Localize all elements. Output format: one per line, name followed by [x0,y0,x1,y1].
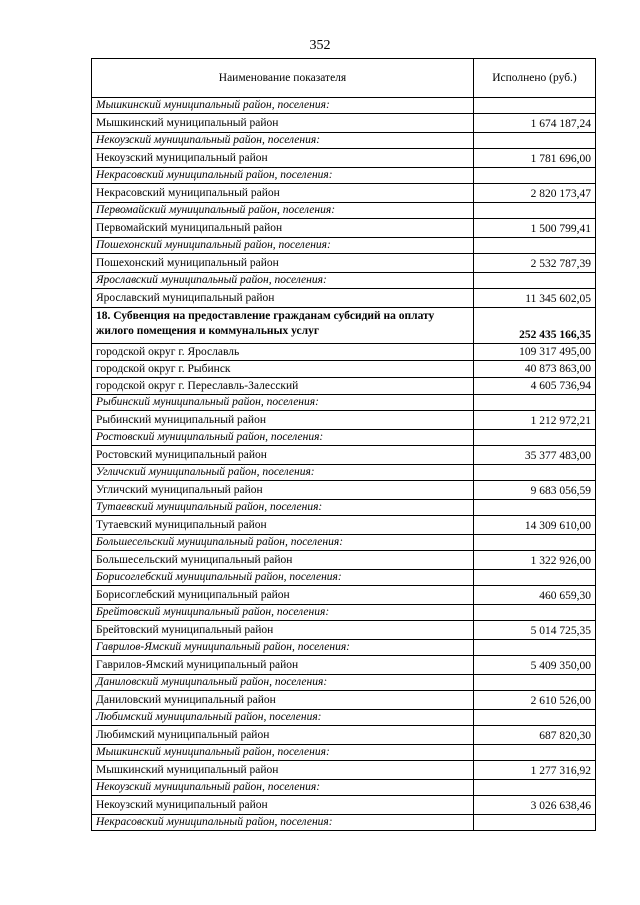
row-value-cell: 3 026 638,46 [474,796,596,815]
row-value-cell [474,430,596,446]
row-name-cell: Мышкинский муниципальный район [92,114,474,133]
row-name-cell: Рыбинский муниципальный район, поселения: [92,395,474,411]
table-row [92,586,596,605]
row-value-cell [474,98,596,114]
table-row [92,361,596,378]
row-name-cell: Брейтовский муниципальный район [92,621,474,640]
row-name-cell: Любимский муниципальный район [92,726,474,745]
row-value-cell: 9 683 056,59 [474,481,596,500]
report-table [91,58,596,831]
table-row [92,780,596,796]
row-name-cell: Пошехонский муниципальный район, поселения: [92,238,474,254]
row-value-cell [474,710,596,726]
table-row [92,308,596,344]
table-row [92,605,596,621]
row-value-cell [474,570,596,586]
table-row [92,481,596,500]
row-name-cell: Большесельский муниципальный район, поселения: [92,535,474,551]
table-row [92,465,596,481]
table-row [92,621,596,640]
row-value-cell: 252 435 166,35 [474,308,596,344]
row-name-cell: Некоузский муниципальный район, поселения: [92,780,474,796]
table-row [92,344,596,361]
row-value-cell: 460 659,30 [474,586,596,605]
row-value-cell: 1 212 972,21 [474,411,596,430]
row-value-cell [474,640,596,656]
row-value-cell [474,395,596,411]
table-row [92,254,596,273]
row-name-cell: Некрасовский муниципальный район, поселения: [92,168,474,184]
table-row [92,395,596,411]
table-header-row [92,59,596,98]
row-name-cell: Гаврилов-Ямский муниципальный район, поселения: [92,640,474,656]
row-value-cell: 40 873 863,00 [474,361,596,378]
row-name-cell: Большесельский муниципальный район [92,551,474,570]
table-row [92,378,596,395]
row-value-cell [474,780,596,796]
row-value-cell: 11 345 602,05 [474,289,596,308]
row-name-cell: городской округ г. Рыбинск [92,361,474,378]
row-value-cell [474,238,596,254]
row-name-cell: Первомайский муниципальный район, поселения: [92,203,474,219]
row-name-cell: Тутаевский муниципальный район [92,516,474,535]
table-row [92,570,596,586]
row-name-cell: Некрасовский муниципальный район, поселения: [92,815,474,831]
row-value-cell: 5 014 725,35 [474,621,596,640]
row-value-cell: 1 322 926,00 [474,551,596,570]
row-value-cell: 1 277 316,92 [474,761,596,780]
row-name-cell: Борисоглебский муниципальный район [92,586,474,605]
row-name-cell: Некоузский муниципальный район [92,796,474,815]
row-value-cell: 1 500 799,41 [474,219,596,238]
row-value-cell: 14 309 610,00 [474,516,596,535]
row-value-cell [474,605,596,621]
row-value-cell: 4 605 736,94 [474,378,596,395]
row-name-cell: Ростовский муниципальный район, поселения: [92,430,474,446]
table-row [92,219,596,238]
table-row [92,149,596,168]
header-value-cell: Исполнено (руб.) [474,59,596,98]
row-value-cell [474,675,596,691]
row-name-cell: Рыбинский муниципальный район [92,411,474,430]
table-row [92,691,596,710]
row-name-cell: Мышкинский муниципальный район, поселения: [92,745,474,761]
row-value-cell: 2 820 173,47 [474,184,596,203]
table-row [92,430,596,446]
table-row [92,133,596,149]
table-row [92,796,596,815]
header-name-cell: Наименование показателя [92,59,474,98]
table-row [92,815,596,831]
table-row [92,761,596,780]
row-name-cell: Некоузский муниципальный район [92,149,474,168]
table-row [92,675,596,691]
row-value-cell [474,273,596,289]
row-name-cell: Пошехонский муниципальный район [92,254,474,273]
table-row [92,411,596,430]
row-name-cell: Любимский муниципальный район, поселения: [92,710,474,726]
table-row [92,446,596,465]
row-name-cell: Первомайский муниципальный район [92,219,474,238]
table-row [92,500,596,516]
row-value-cell [474,815,596,831]
row-value-cell: 2 610 526,00 [474,691,596,710]
row-name-cell: Некрасовский муниципальный район [92,184,474,203]
row-name-cell: Брейтовский муниципальный район, поселения: [92,605,474,621]
row-name-cell: Даниловский муниципальный район [92,691,474,710]
row-value-cell [474,500,596,516]
row-value-cell: 5 409 350,00 [474,656,596,675]
table-row [92,640,596,656]
row-value-cell: 1 674 187,24 [474,114,596,133]
row-name-cell: Ростовский муниципальный район [92,446,474,465]
row-name-cell: Мышкинский муниципальный район, поселения: [92,98,474,114]
table-row [92,168,596,184]
row-value-cell [474,168,596,184]
row-name-cell: городской округ г. Переславль-Залесский [92,378,474,395]
table-row [92,98,596,114]
table-row [92,238,596,254]
row-name-cell: Угличский муниципальный район [92,481,474,500]
row-name-cell: Угличский муниципальный район, поселения: [92,465,474,481]
row-name-cell: Гаврилов-Ямский муниципальный район [92,656,474,675]
table-row [92,516,596,535]
row-value-cell: 1 781 696,00 [474,149,596,168]
row-value-cell: 687 820,30 [474,726,596,745]
table-row [92,745,596,761]
table-row [92,656,596,675]
row-name-cell: Борисоглебский муниципальный район, поселения: [92,570,474,586]
row-name-cell: городской округ г. Ярославль [92,344,474,361]
row-name-cell: Тутаевский муниципальный район, поселения: [92,500,474,516]
table-row [92,551,596,570]
row-value-cell [474,133,596,149]
row-name-cell: Некоузский муниципальный район, поселения: [92,133,474,149]
table-row [92,203,596,219]
row-name-cell: Ярославский муниципальный район [92,289,474,308]
row-name-cell: 18. Субвенция на предоставление гражданам субсидий на оплату жилого помещения и коммунальных услуг [92,308,474,344]
table-row [92,273,596,289]
row-name-cell: Ярославский муниципальный район, поселения: [92,273,474,289]
row-value-cell: 109 317 495,00 [474,344,596,361]
row-value-cell: 35 377 483,00 [474,446,596,465]
table-row [92,710,596,726]
table-row [92,289,596,308]
row-value-cell [474,745,596,761]
page-number: 352 [309,38,331,53]
row-value-cell [474,465,596,481]
row-name-cell: Даниловский муниципальный район, поселения: [92,675,474,691]
table-row [92,726,596,745]
row-name-cell: Мышкинский муниципальный район [92,761,474,780]
row-value-cell [474,203,596,219]
row-value-cell: 2 532 787,39 [474,254,596,273]
row-value-cell [474,535,596,551]
table-row [92,184,596,203]
table-row [92,535,596,551]
table-row [92,114,596,133]
